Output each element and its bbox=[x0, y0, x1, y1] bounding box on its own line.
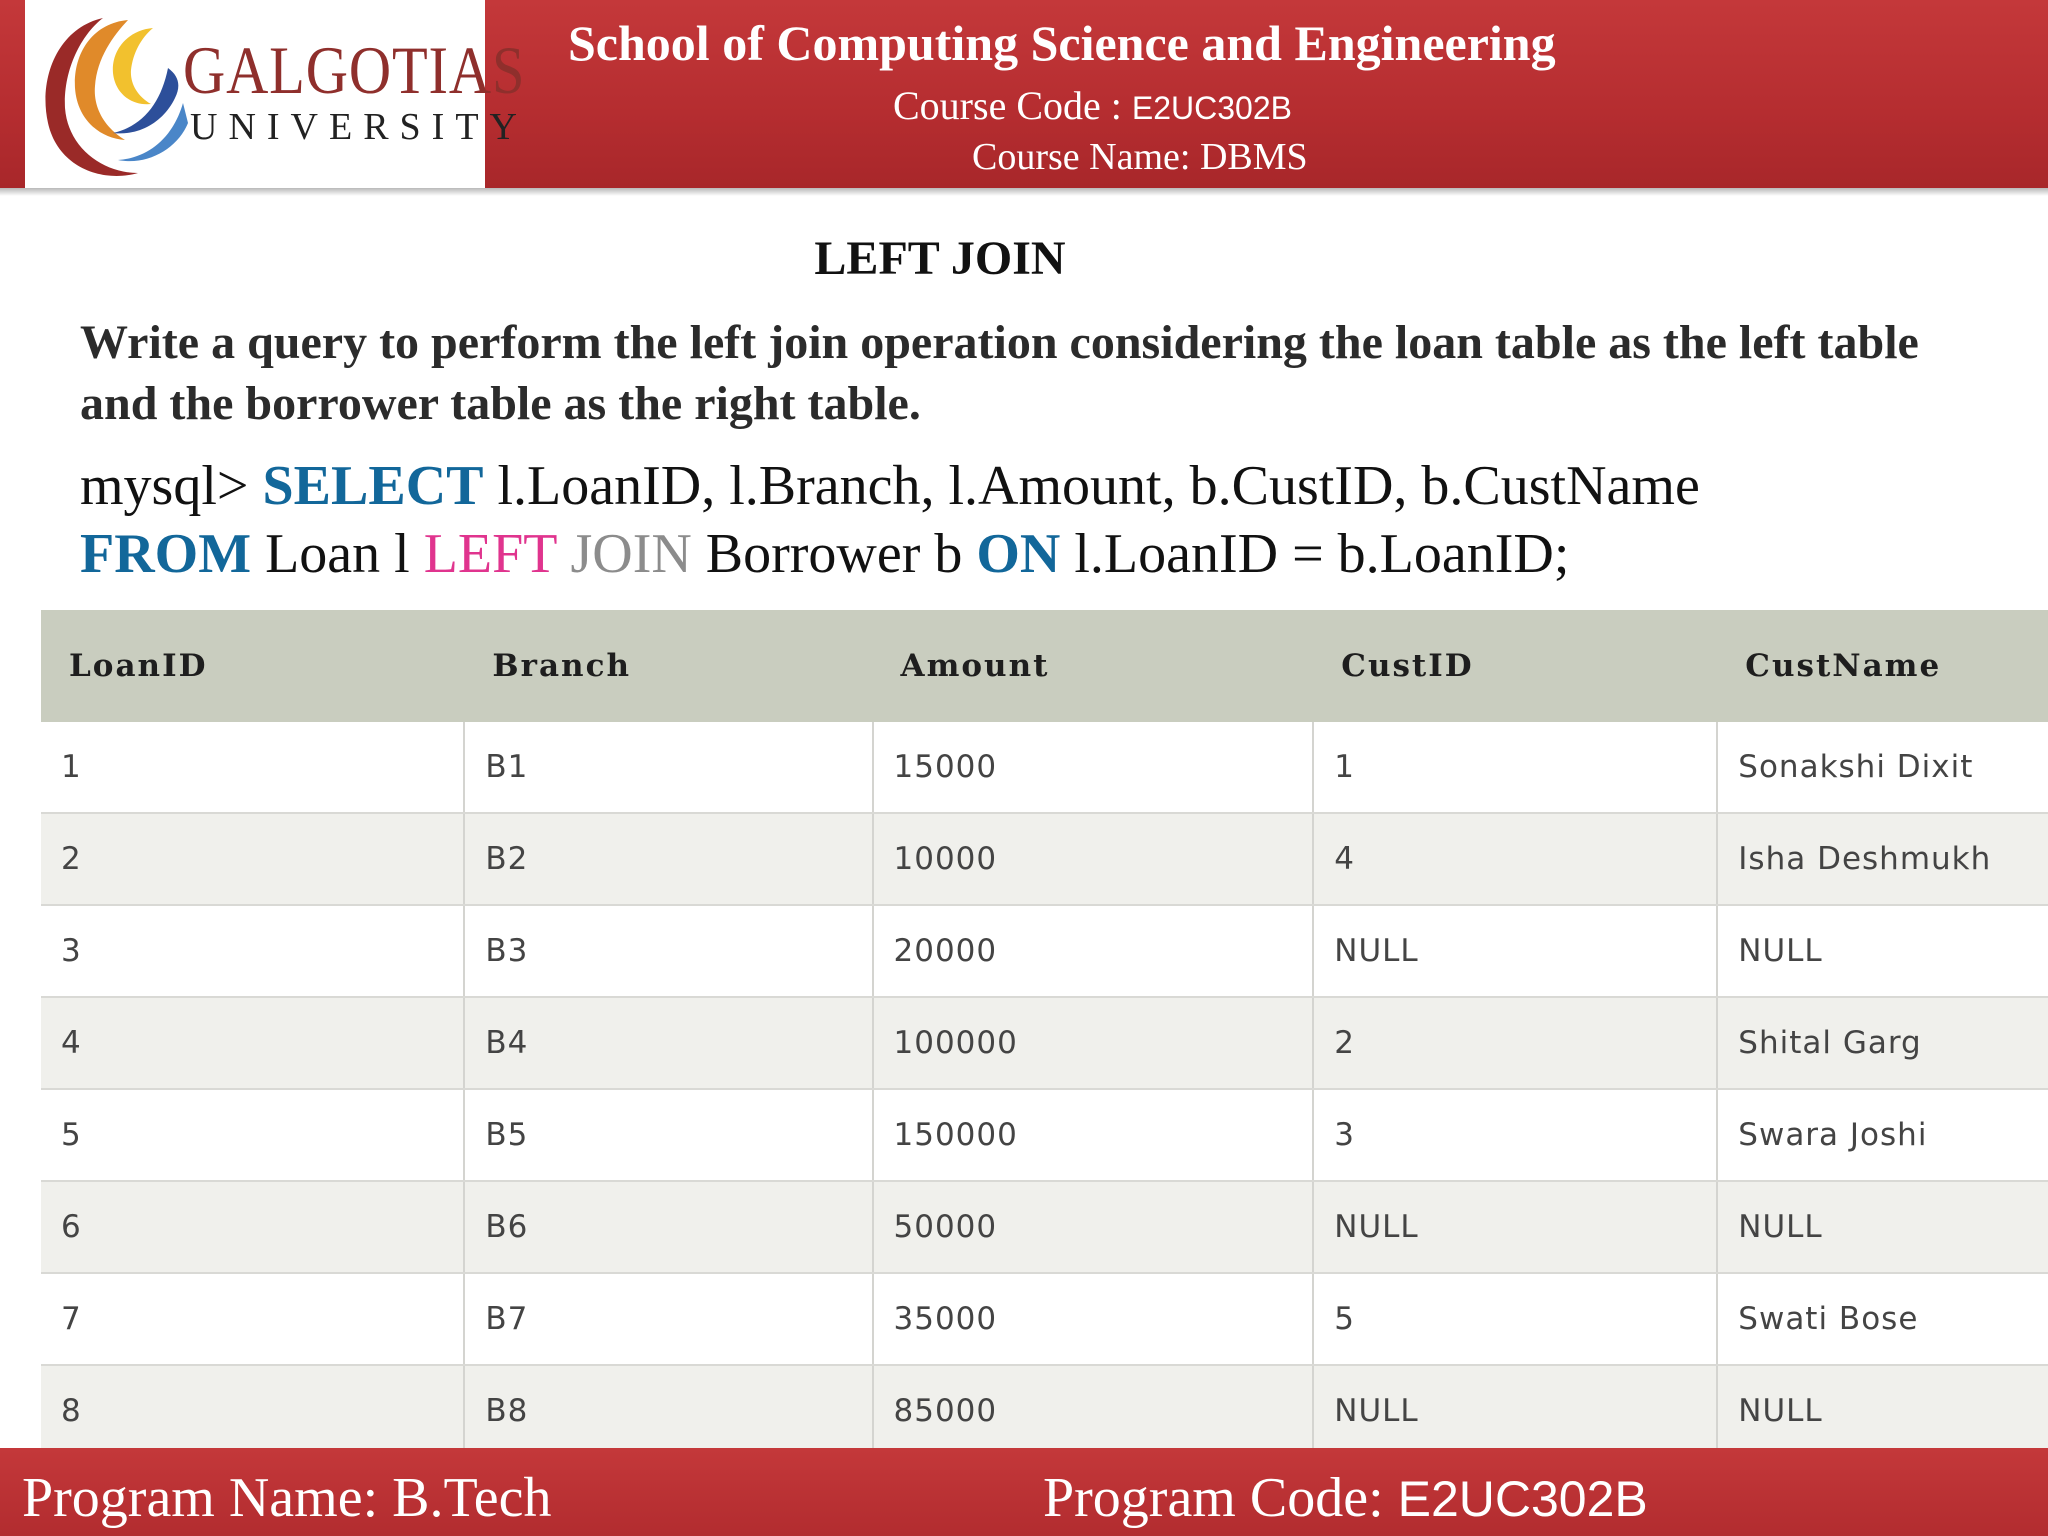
column-header: LoanID bbox=[41, 610, 464, 722]
table-cell: B5 bbox=[464, 1089, 872, 1181]
table-row bbox=[41, 997, 2048, 1089]
query-from-table: Loan l bbox=[251, 523, 424, 585]
table-cell: Swara Joshi bbox=[1717, 1089, 2048, 1181]
table-cell: NULL bbox=[1313, 1181, 1717, 1273]
query-join-table: Borrower b bbox=[691, 523, 977, 585]
table-cell: NULL bbox=[1717, 905, 2048, 997]
course-code-value: E2UC302B bbox=[1131, 90, 1292, 126]
program-code bbox=[1043, 1467, 1648, 1529]
table-cell: 7 bbox=[41, 1273, 464, 1365]
query-prompt: mysql> bbox=[80, 455, 263, 517]
query-line-1 bbox=[80, 452, 2000, 520]
table-cell: 15000 bbox=[873, 722, 1314, 813]
table-cell: 3 bbox=[1313, 1089, 1717, 1181]
table-cell: Shital Garg bbox=[1717, 997, 2048, 1089]
table-cell: NULL bbox=[1313, 905, 1717, 997]
slide-title: LEFT JOIN bbox=[814, 232, 1066, 285]
galgotias-logo-icon bbox=[33, 8, 193, 184]
table-cell: B1 bbox=[464, 722, 872, 813]
table-cell: 10000 bbox=[873, 813, 1314, 905]
table-cell: 20000 bbox=[873, 905, 1314, 997]
course-code bbox=[893, 83, 1292, 128]
program-code-value: E2UC302B bbox=[1397, 1471, 1648, 1527]
table-header-row bbox=[41, 610, 2048, 722]
table-cell: B2 bbox=[464, 813, 872, 905]
query-select-columns: l.LoanID, l.Branch, l.Amount, b.CustID, b.CustName bbox=[483, 455, 1700, 517]
table-cell: B6 bbox=[464, 1181, 872, 1273]
table-cell: 2 bbox=[41, 813, 464, 905]
table-cell: NULL bbox=[1717, 1181, 2048, 1273]
table-cell: 100000 bbox=[873, 997, 1314, 1089]
table-row bbox=[41, 905, 2048, 997]
table-cell: NULL bbox=[1717, 1365, 2048, 1457]
table-cell: Swati Bose bbox=[1717, 1273, 2048, 1365]
course-code-label: Course Code : bbox=[893, 83, 1132, 128]
table-cell: 85000 bbox=[873, 1365, 1314, 1457]
query-line-2 bbox=[80, 520, 2000, 588]
table-cell: B4 bbox=[464, 997, 872, 1089]
table-cell: 50000 bbox=[873, 1181, 1314, 1273]
table-cell: 5 bbox=[1313, 1273, 1717, 1365]
query-on-condition: l.LoanID = b.LoanID; bbox=[1060, 523, 1570, 585]
table-cell: 4 bbox=[1313, 813, 1717, 905]
logo-subtitle: UNIVERSITY bbox=[190, 106, 528, 148]
school-title: School of Computing Science and Engineering bbox=[568, 15, 1556, 71]
table-cell: 35000 bbox=[873, 1273, 1314, 1365]
table-row bbox=[41, 1365, 2048, 1457]
sql-query bbox=[80, 452, 2000, 588]
table-row bbox=[41, 1273, 2048, 1365]
logo-wordmark: GALGOTIAS bbox=[183, 32, 526, 108]
table-cell: 4 bbox=[41, 997, 464, 1089]
table-cell: 2 bbox=[1313, 997, 1717, 1089]
table-row bbox=[41, 722, 2048, 813]
result-table bbox=[41, 610, 2048, 1458]
table-cell: B8 bbox=[464, 1365, 872, 1457]
keyword-select: SELECT bbox=[262, 455, 484, 517]
table-cell: B3 bbox=[464, 905, 872, 997]
table-cell: 5 bbox=[41, 1089, 464, 1181]
table-cell: Isha Deshmukh bbox=[1717, 813, 2048, 905]
program-code-label: Program Code: bbox=[1043, 1467, 1398, 1529]
course-name: Course Name: DBMS bbox=[972, 136, 1308, 178]
table-cell: 3 bbox=[41, 905, 464, 997]
table-cell: NULL bbox=[1313, 1365, 1717, 1457]
table-cell: Sonakshi Dixit bbox=[1717, 722, 2048, 813]
table-row bbox=[41, 1181, 2048, 1273]
university-logo bbox=[25, 0, 528, 188]
table-cell: 150000 bbox=[873, 1089, 1314, 1181]
table-cell: 8 bbox=[41, 1365, 464, 1457]
question-text: Write a query to perform the left join operation considering the loan table as the left table and the borrower table as the right table. bbox=[80, 316, 1919, 430]
column-header: CustID bbox=[1313, 610, 1717, 722]
keyword-on: ON bbox=[976, 523, 1061, 585]
table-cell: 6 bbox=[41, 1181, 464, 1273]
keyword-join: JOIN bbox=[556, 523, 692, 585]
keyword-from: FROM bbox=[80, 523, 252, 585]
table-cell: 1 bbox=[41, 722, 464, 813]
header-shadow bbox=[0, 188, 2048, 196]
column-header: Branch bbox=[464, 610, 872, 722]
table-cell: 1 bbox=[1313, 722, 1717, 813]
program-name: Program Name: B.Tech bbox=[22, 1467, 552, 1529]
column-header: Amount bbox=[873, 610, 1314, 722]
table-row bbox=[41, 813, 2048, 905]
column-header: CustName bbox=[1717, 610, 2048, 722]
table-cell: B7 bbox=[464, 1273, 872, 1365]
header-bar bbox=[0, 0, 2048, 188]
keyword-left: LEFT bbox=[423, 523, 557, 585]
table-row bbox=[41, 1089, 2048, 1181]
footer-bar bbox=[0, 1448, 2048, 1536]
